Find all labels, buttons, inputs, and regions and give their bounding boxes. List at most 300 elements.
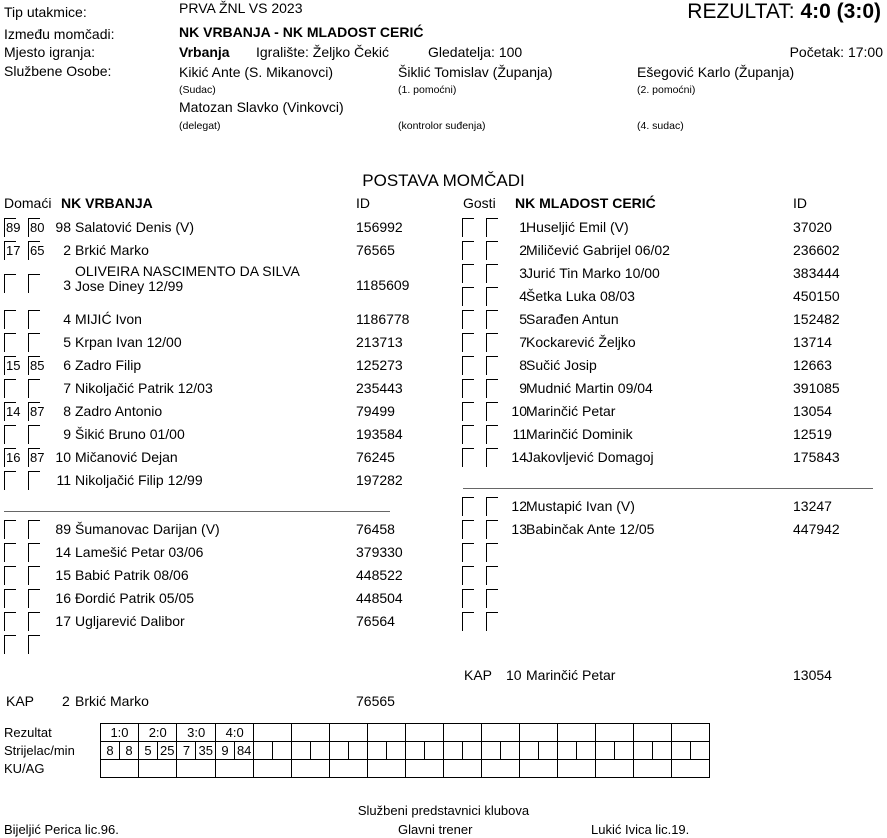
player-id: 175843 [793, 449, 840, 465]
minute-box [4, 566, 16, 585]
footer-right: Lukić Ivica lic.19. [591, 822, 690, 837]
minute-box [28, 310, 40, 329]
away-captain-id: 13054 [793, 667, 832, 683]
official-referee-role: (Sudac) [179, 84, 216, 96]
shirt-number: 2 [63, 242, 71, 258]
scorer-cell [577, 742, 596, 760]
scorer-row [4, 742, 710, 760]
shirt-number: 14 [55, 544, 71, 560]
player-name: Marinčić Petar [526, 403, 616, 419]
shirt-number: 12 [511, 498, 527, 514]
minute-box [486, 497, 498, 516]
player-id: 450150 [793, 288, 840, 304]
player-id: 447942 [793, 521, 840, 537]
home-player-row [4, 216, 424, 239]
away-player-row [462, 423, 882, 446]
home-player-row [4, 354, 424, 377]
scorer-minute: 25 [158, 742, 177, 760]
minute-box [462, 218, 474, 237]
player-name: Mičanović Dejan [75, 449, 178, 465]
kuag-cell [634, 760, 672, 778]
minute-box [4, 612, 16, 631]
player-id: 1186778 [356, 311, 410, 327]
player-id: 448504 [356, 590, 403, 606]
shirt-number: 17 [55, 613, 71, 629]
player-id: 76565 [356, 242, 395, 258]
player-id: 197282 [356, 472, 403, 488]
scorer-row-label: Strijelac/min [4, 742, 75, 758]
home-player-row [4, 541, 424, 564]
scorer-cell [482, 742, 501, 760]
official-assistant-1-role: (1. pomoćni) [398, 84, 457, 96]
player-id: 76564 [356, 613, 395, 629]
home-captain-number: 2 [62, 693, 70, 709]
home-player-row [4, 446, 424, 469]
away-player-row [462, 354, 882, 377]
official-delegate: Matozan Slavko (Vinkovci) [179, 99, 344, 115]
minute-box [462, 520, 474, 539]
scorer-cell [254, 742, 273, 760]
shirt-number: 5 [519, 311, 527, 327]
player-id: 152482 [793, 311, 840, 327]
result-cell [330, 724, 368, 742]
minute-box [462, 543, 474, 562]
home-captain-id: 76565 [356, 693, 395, 709]
player-id: 79499 [356, 403, 395, 419]
shirt-number: 3 [63, 277, 71, 293]
player-name: OLIVEIRA NASCIMENTO DA SILVA [75, 263, 300, 279]
result-cell: 3:0 [177, 724, 215, 742]
official-referee: Kikić Ante (S. Mikanovci) [179, 64, 334, 80]
player-id: 12663 [793, 357, 832, 373]
player-name: Huseljić Emil (V) [526, 219, 629, 235]
player-id: 125273 [356, 357, 403, 373]
scorer-cell [558, 742, 577, 760]
shirt-number: 9 [63, 426, 71, 442]
scorer-cell [653, 742, 672, 760]
result-cell [672, 724, 710, 742]
shirt-number: 14 [511, 449, 527, 465]
player-name: Krpan Ivan 12/00 [75, 334, 182, 350]
minute-box [462, 402, 474, 421]
home-captain-label: KAP [6, 693, 35, 709]
scorer-cell [444, 742, 463, 760]
kuag-cell [292, 760, 330, 778]
away-player-row [462, 331, 882, 354]
minute-box [486, 520, 498, 539]
result-cell [482, 724, 520, 742]
minute-box [486, 356, 498, 375]
kuag-cell [177, 760, 215, 778]
shirt-number: 7 [63, 380, 71, 396]
player-name: Sučić Josip [526, 357, 597, 373]
result-cell: 1:0 [101, 724, 139, 742]
minute-box [462, 589, 474, 608]
minute-box [486, 425, 498, 444]
player-id: 391085 [793, 380, 840, 396]
scorer-cell [311, 742, 330, 760]
scorer-cell [615, 742, 634, 760]
home-player-row [4, 239, 424, 262]
away-player-row [462, 541, 882, 564]
minute-box [4, 589, 16, 608]
home-side-label: Domaći [4, 195, 52, 211]
minute-box: 87 [30, 404, 45, 419]
home-player-row [4, 308, 424, 331]
tip-value: PRVA ŽNL VS 2023 [179, 0, 303, 16]
minute-box [4, 425, 16, 444]
minute-box [28, 543, 40, 562]
shirt-number: 16 [55, 590, 71, 606]
player-name: Kockarević Željko [526, 334, 636, 350]
player-name: Šumanovac Darijan (V) [75, 521, 220, 537]
result-cell [596, 724, 634, 742]
result-cell [368, 724, 406, 742]
scorer-minute: 84 [234, 742, 253, 760]
minute-box [4, 543, 16, 562]
result-cell [254, 724, 292, 742]
minute-box [486, 448, 498, 467]
kuag-row [4, 760, 710, 778]
player-name: MIJIĆ Ivon [75, 311, 142, 327]
away-captain-label: KAP [464, 667, 493, 683]
player-name: Đordić Patrik 05/05 [75, 590, 195, 606]
result-label: REZULTAT: [687, 0, 795, 23]
player-id: 193584 [356, 426, 403, 442]
scorer-cell [425, 742, 444, 760]
minute-box [462, 310, 474, 329]
kuag-cell [558, 760, 596, 778]
player-id: 379330 [356, 544, 403, 560]
player-id: 383444 [793, 265, 840, 281]
player-name-cont: Jose Diney 12/99 [75, 278, 184, 294]
kuag-row-label: KU/AG [4, 760, 45, 776]
shirt-number: 3 [519, 265, 527, 281]
shirt-number: 13 [511, 521, 527, 537]
result-heading [687, 0, 881, 24]
minute-box [4, 379, 16, 398]
player-name: Jurić Tin Marko 10/00 [526, 265, 660, 281]
minute-box: 89 [6, 220, 21, 235]
scorer-minute: 35 [196, 742, 215, 760]
player-name: Šetka Luka 08/03 [526, 288, 635, 304]
spectators-value: Gledatelja: 100 [428, 44, 523, 60]
minute-box [462, 287, 474, 306]
result-cell [558, 724, 596, 742]
footer-title: Službeni predstavnici klubova [357, 803, 530, 818]
result-row [4, 724, 710, 742]
minute-box: 15 [6, 358, 21, 373]
scorer-cell [539, 742, 558, 760]
minute-box [4, 333, 16, 352]
shirt-number: 7 [519, 334, 527, 350]
venue-value: Vrbanja [179, 44, 230, 60]
player-name: Zadro Antonio [75, 403, 163, 419]
shirt-number: 8 [519, 357, 527, 373]
shirt-number: 15 [55, 567, 71, 583]
away-side-label: Gosti [463, 195, 496, 211]
player-name: Jakovljević Domagoj [526, 449, 654, 465]
player-name: Sarađen Antun [526, 311, 619, 327]
result-cell: 4:0 [215, 724, 253, 742]
minute-box [4, 471, 16, 490]
scorer-cell [691, 742, 710, 760]
scorer-cell [292, 742, 311, 760]
home-captain-name: Brkić Marko [75, 693, 149, 709]
shirt-number: 5 [63, 334, 71, 350]
player-id: 37020 [793, 219, 832, 235]
minute-box [486, 543, 498, 562]
scorer-number: 8 [101, 742, 120, 760]
official-assistant-2: Ešegović Karlo (Županja) [637, 64, 795, 80]
officials-label: Službene Osobe: [4, 63, 112, 79]
minute-box [4, 274, 16, 293]
away-player-row [462, 216, 882, 239]
kickoff-value: Početak: 17:00 [789, 44, 883, 60]
kuag-cell [139, 760, 177, 778]
away-player-row [462, 610, 882, 633]
player-name: Salatović Denis (V) [75, 219, 195, 235]
player-name: Marinčić Dominik [526, 426, 633, 442]
kuag-cell [215, 760, 253, 778]
result-cell [444, 724, 482, 742]
away-player-row [462, 285, 882, 308]
scorer-cell [672, 742, 691, 760]
minute-box [28, 612, 40, 631]
pitch-value: Igralište: Željko Čekić [256, 44, 390, 60]
minute-box: 87 [30, 450, 45, 465]
kuag-cell [101, 760, 139, 778]
minute-box: 65 [30, 243, 45, 258]
shirt-number: 10 [511, 403, 527, 419]
kuag-cell [482, 760, 520, 778]
scorer-cell [520, 742, 539, 760]
shirt-number: 9 [519, 380, 527, 396]
home-player-row [4, 262, 424, 308]
scorer-cell [406, 742, 425, 760]
minute-box [28, 566, 40, 585]
scorer-cell [273, 742, 292, 760]
scorer-number: 9 [215, 742, 234, 760]
player-id: 13247 [793, 498, 832, 514]
away-player-row [462, 518, 882, 541]
minute-box: 16 [6, 450, 21, 465]
official-assistant-2-role: (2. pomoćni) [637, 84, 696, 96]
lineup-title: POSTAVA MOMČADI [362, 171, 525, 190]
result-cell: 2:0 [139, 724, 177, 742]
result-cell [292, 724, 330, 742]
teams-value: NK VRBANJA - NK MLADOST CERIĆ [179, 24, 424, 40]
player-id: 76245 [356, 449, 395, 465]
home-player-row [4, 610, 424, 633]
minute-box [462, 612, 474, 631]
scorer-cell [501, 742, 520, 760]
minute-box [28, 379, 40, 398]
player-id: 1185609 [356, 277, 410, 293]
kuag-cell [596, 760, 634, 778]
kuag-cell [406, 760, 444, 778]
home-player-row [4, 377, 424, 400]
minute-box: 14 [6, 404, 21, 419]
scorer-cell [463, 742, 482, 760]
away-captain-name: Marinčić Petar [526, 667, 616, 683]
player-id: 235443 [356, 380, 403, 396]
minute-box [28, 520, 40, 539]
player-id: 213713 [356, 334, 403, 350]
away-player-row [462, 400, 882, 423]
minute-box [486, 287, 498, 306]
minute-box [486, 264, 498, 283]
minute-box [486, 402, 498, 421]
minute-box [486, 310, 498, 329]
scorer-cell [330, 742, 349, 760]
home-player-row [4, 423, 424, 446]
away-subs-divider [463, 488, 873, 489]
official-delegate-role: (delegat) [179, 120, 221, 132]
shirt-number: 6 [63, 357, 71, 373]
official-fourth-role: (4. sudac) [637, 120, 684, 132]
scorer-number: 5 [139, 742, 158, 760]
minute-box [28, 425, 40, 444]
shirt-number: 2 [519, 242, 527, 258]
footer-left: Bijeljić Perica lic.96. [4, 822, 119, 837]
player-name: Babinčak Ante 12/05 [526, 521, 655, 537]
minute-box [486, 612, 498, 631]
shirt-number: 98 [55, 219, 71, 235]
player-name: Lamešić Petar 03/06 [75, 544, 204, 560]
shirt-number: 4 [63, 311, 71, 327]
home-player-row [4, 564, 424, 587]
result-cell [634, 724, 672, 742]
minute-box [462, 241, 474, 260]
home-player-row [4, 633, 424, 656]
home-player-row [4, 587, 424, 610]
kuag-cell [368, 760, 406, 778]
away-player-row [462, 308, 882, 331]
away-player-row [462, 446, 882, 469]
minute-box [28, 274, 40, 293]
shirt-number: 4 [519, 288, 527, 304]
shirt-number: 1 [519, 219, 527, 235]
shirt-number: 11 [56, 472, 71, 488]
home-team-name: NK VRBANJA [61, 195, 153, 211]
scorer-cell [596, 742, 615, 760]
home-player-row [4, 518, 424, 541]
official-controller-role: (kontrolor suđenja) [398, 120, 486, 132]
player-name: Nikoljačić Patrik 12/03 [75, 380, 213, 396]
minute-box [486, 241, 498, 260]
away-player-row [462, 564, 882, 587]
minute-box [486, 379, 498, 398]
minute-box [462, 333, 474, 352]
teams-label: Između momčadi: [4, 26, 115, 42]
scorer-cell [387, 742, 406, 760]
player-name: Babić Patrik 08/06 [75, 567, 189, 583]
player-name: Ugljarević Dalibor [75, 613, 185, 629]
player-id: 76458 [356, 521, 395, 537]
home-player-row [4, 469, 424, 492]
result-cell [520, 724, 558, 742]
away-player-row [462, 239, 882, 262]
kuag-cell [330, 760, 368, 778]
player-id: 448522 [356, 567, 403, 583]
player-name: Brkić Marko [75, 242, 149, 258]
home-subs-divider [4, 511, 390, 512]
minute-box: 17 [6, 243, 21, 258]
minute-box: 85 [30, 358, 45, 373]
result-row-label: Rezultat [4, 724, 52, 740]
minute-box [28, 471, 40, 490]
kuag-cell [444, 760, 482, 778]
minute-box [486, 589, 498, 608]
shirt-number: 89 [55, 521, 71, 537]
minute-box: 80 [30, 220, 45, 235]
player-name: Mudnić Martin 09/04 [526, 380, 653, 396]
minute-box [462, 425, 474, 444]
away-player-row [462, 262, 882, 285]
home-player-row [4, 400, 424, 423]
minute-box [486, 566, 498, 585]
away-captain-number: 10 [506, 667, 522, 683]
away-player-row [462, 587, 882, 610]
away-team-name: NK MLADOST CERIĆ [515, 195, 656, 211]
minute-box [4, 310, 16, 329]
player-id: 13054 [793, 403, 832, 419]
home-id-header: ID [356, 195, 370, 211]
away-player-row [462, 377, 882, 400]
scorer-cell [368, 742, 387, 760]
minute-box [462, 264, 474, 283]
player-name: Mustapić Ivan (V) [526, 498, 635, 514]
result-value: 4:0 (3:0) [800, 0, 881, 23]
minute-box [4, 520, 16, 539]
away-player-row [462, 495, 882, 518]
kuag-cell [254, 760, 292, 778]
away-id-header: ID [793, 195, 807, 211]
minute-box [462, 356, 474, 375]
shirt-number: 8 [63, 403, 71, 419]
result-cell [406, 724, 444, 742]
player-name: Zadro Filip [75, 357, 142, 373]
player-name: Nikoljačić Filip 12/99 [75, 472, 203, 488]
score-table [4, 723, 710, 778]
minute-box [4, 635, 16, 654]
player-id: 236602 [793, 242, 840, 258]
minute-box [486, 218, 498, 237]
minute-box [28, 635, 40, 654]
scorer-cell [634, 742, 653, 760]
minute-box [462, 497, 474, 516]
scorer-cell [349, 742, 368, 760]
official-assistant-1: Šiklić Tomislav (Županja) [398, 64, 553, 80]
player-name: Šikić Bruno 01/00 [75, 426, 185, 442]
shirt-number: 11 [512, 426, 527, 442]
kuag-cell [672, 760, 710, 778]
scorer-number: 7 [177, 742, 196, 760]
venue-label: Mjesto igranja: [4, 44, 96, 60]
minute-box [486, 333, 498, 352]
shirt-number: 10 [55, 449, 71, 465]
minute-box [28, 333, 40, 352]
minute-box [462, 379, 474, 398]
minute-box [28, 589, 40, 608]
minute-box [462, 566, 474, 585]
player-id: 156992 [356, 219, 403, 235]
tip-label: Tip utakmice: [4, 4, 87, 20]
scorer-minute: 8 [120, 742, 139, 760]
footer-center: Glavni trener [398, 822, 473, 837]
player-id: 12519 [793, 426, 832, 442]
